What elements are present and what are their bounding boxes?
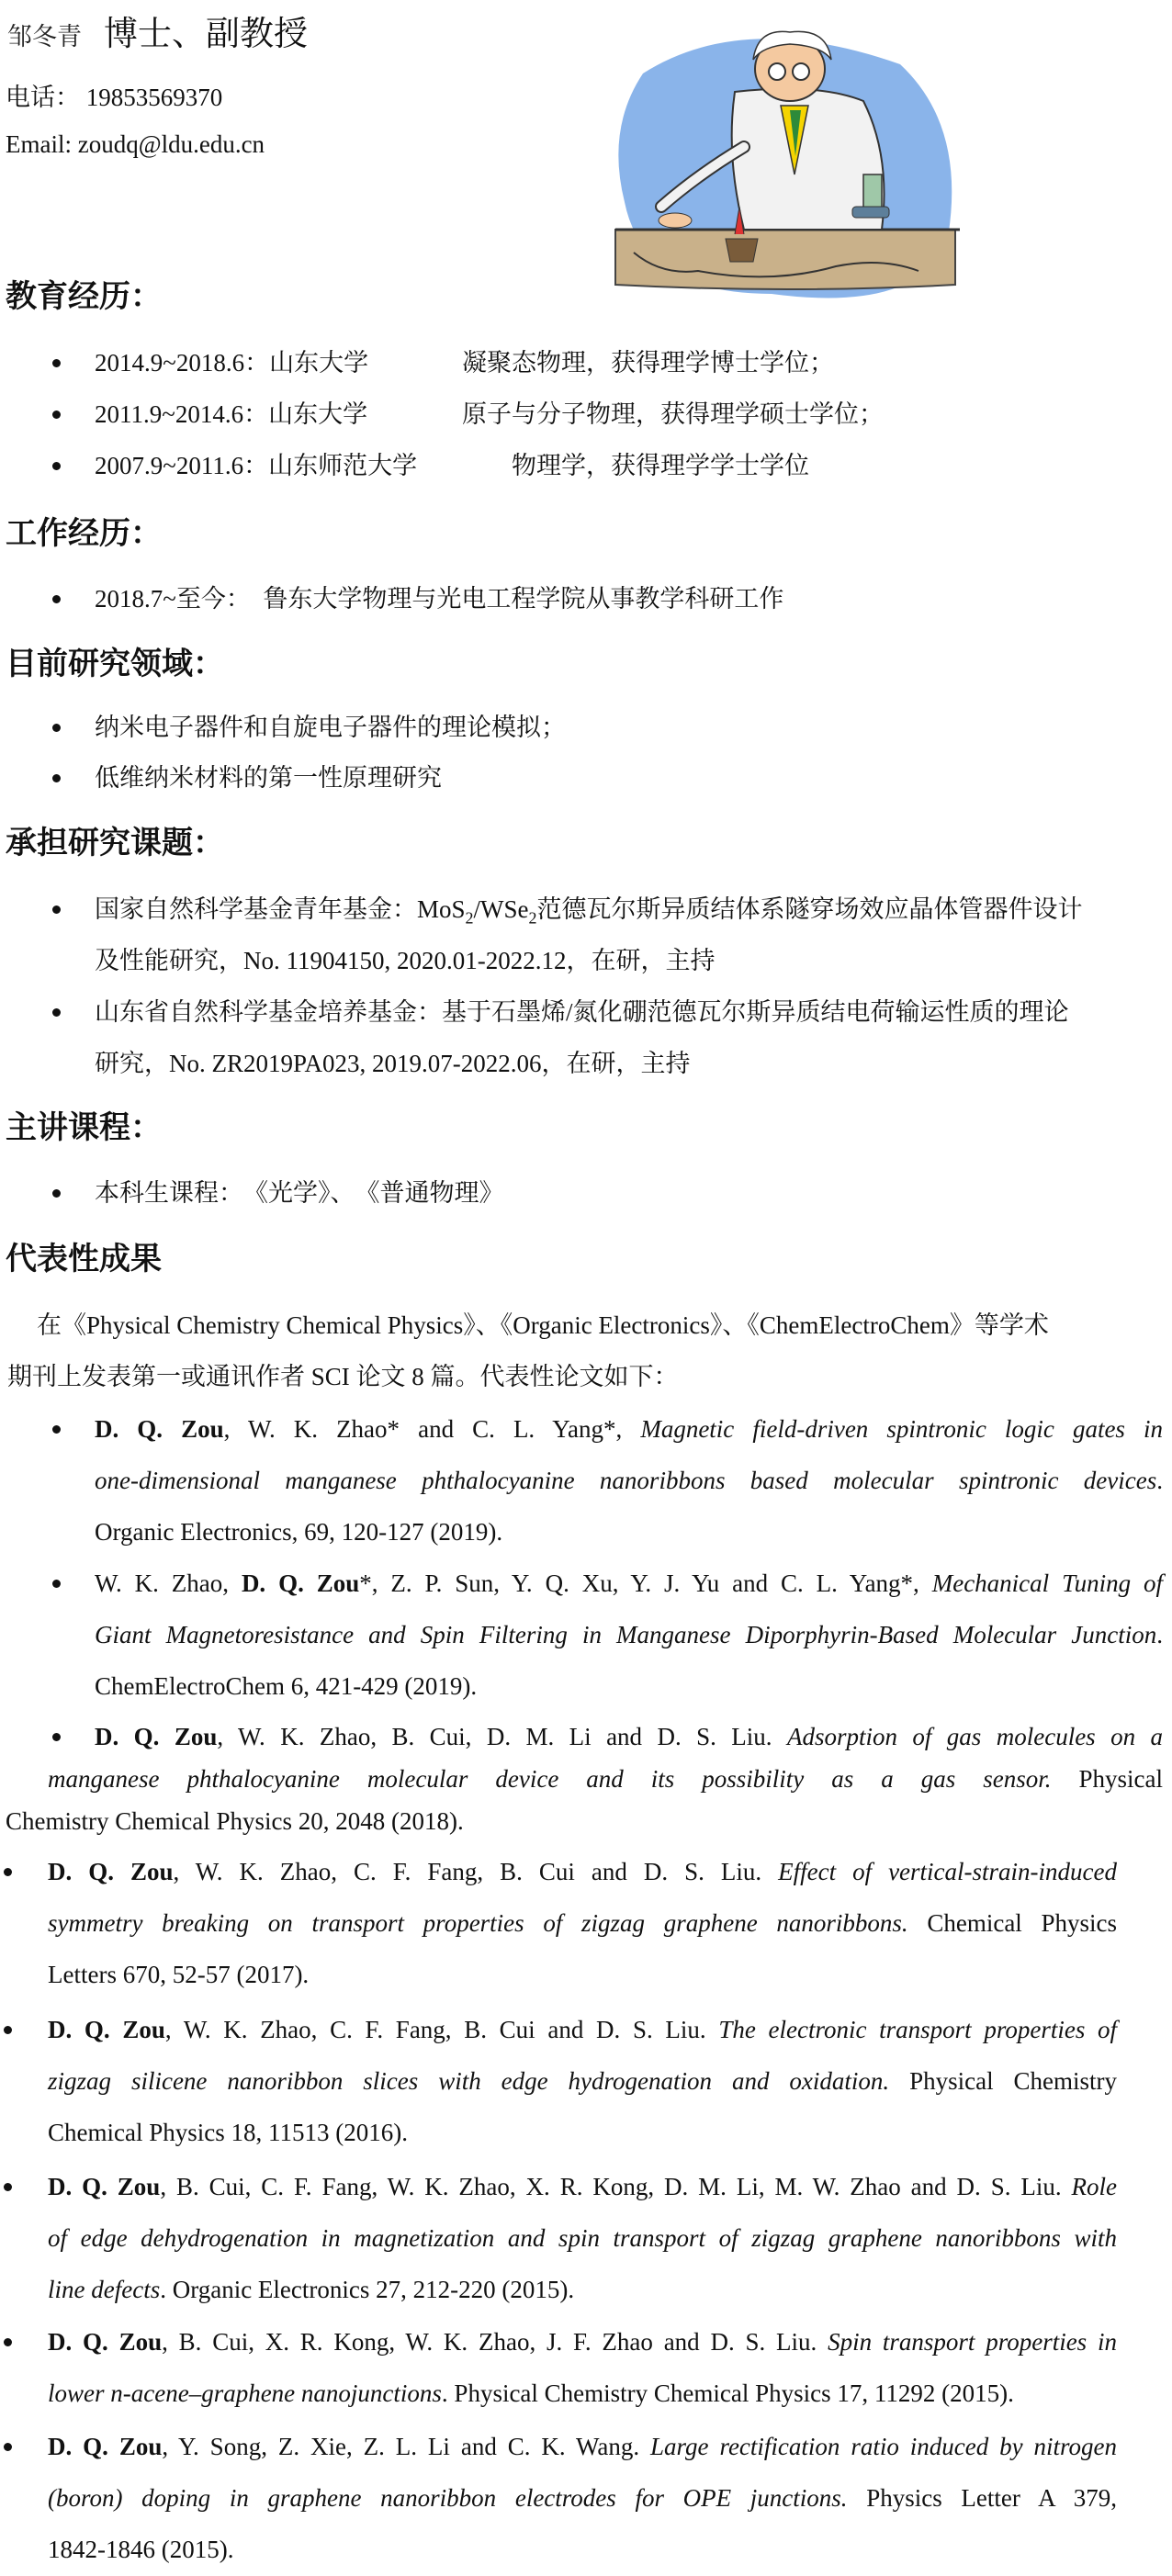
education-item-1-period: 2014.9~2018.6：山东大学: [95, 349, 369, 377]
bullet-dot: [52, 1189, 61, 1198]
phone: 电话： 19853569370: [6, 84, 223, 111]
achievements-intro-2: 期刊上发表第一或通讯作者 SCI 论文 8 篇。代表性论文如下：: [7, 1363, 679, 1390]
project-1-line-1: 国家自然科学基金青年基金：MoS$_2$/WSe$_2$范德瓦尔斯异质结体系隧穿场效应晶体管器件设计: [95, 895, 1083, 928]
paper-3: D. Q. Zou, W. K. Zhao, B. Cui, D. M. Li and D. S. Liu. Adsorption of gas molecules on a manganese phthalocyanine molecular device and its possibility as a gas sensor. Physical Chemistry Chemical Physics 20, 2048 (2018).: [6, 1723, 1164, 1835]
courses-heading: 主讲课程：: [6, 1109, 162, 1146]
paper-2: W. K. Zhao, D. Q. Zou*, Z. P. Sun, Y. Q. Xu, Y. J. Yu and C. L. Yang*, Mechanical Tuning of Giant Magnetoresistance and Spin Filtering in Manganese Diporphyrin-Based Molecular Junction. ChemElectroChem 6, 421-429 (2019).: [95, 1569, 1163, 1700]
research-item-2: 低维纳米材料的第一性原理研究: [95, 764, 442, 792]
paper-8: D. Q. Zou, Y. Song, Z. Xie, Z. L. Li and C. K. Wang. Large rectification ratio induced by nitrogen (boron) doping in graphene nanoribbon electrodes for OPE junctions. Physics Letter A 379, 1842-1846 (2015).: [48, 2433, 1117, 2563]
bullet-dot: [52, 724, 61, 732]
bullet-dot: [52, 1425, 61, 1434]
bullet-dot: [4, 2443, 12, 2451]
education-item-2-period: 2011.9~2014.6：山东大学: [95, 400, 368, 428]
bullet-dot: [52, 595, 61, 603]
project-2-line-2: 研究，No. ZR2019PA023, 2019.07-2022.06，在研，主持: [95, 1050, 691, 1077]
name-line: [7, 6, 308, 61]
paper-7: D. Q. Zou, B. Cui, X. R. Kong, W. K. Zhao, J. F. Zhao and D. S. Liu. Spin transport properties in lower n-acene–graphene nanojunctions. Physical Chemistry Chemical Physics 17, 11292 (2015).: [48, 2328, 1117, 2407]
research-heading: 目前研究领域：: [6, 646, 224, 682]
bullet-dot: [52, 774, 61, 782]
paper-4: D. Q. Zou, W. K. Zhao, C. F. Fang, B. Cui and D. S. Liu. Effect of vertical-strain-induced symmetry breaking on transport properties of zigzag graphene nanoribbons. Chemical Physics Letters 670, 52-57 (2017).: [48, 1858, 1118, 1988]
person-title: 博士、副教授: [104, 16, 308, 53]
achievements-heading: 代表性成果: [6, 1241, 162, 1277]
bullet-dot: [52, 462, 61, 470]
paper-1: D. Q. Zou, W. K. Zhao* and C. L. Yang*, Magnetic field-driven spintronic logic gates in one-dimensional manganese phthalocyanine nanoribbons based molecular spintronic devices. Organic Electronics, 69, 120-127 (2019).: [95, 1415, 1163, 1546]
bullet-dot: [52, 1580, 61, 1588]
person-name: 邹冬青: [7, 23, 82, 51]
course-item: 本科生课程： 《光学》、 《普通物理》: [95, 1179, 504, 1207]
education-heading: 教育经历：: [6, 278, 162, 315]
education-item-1-detail: 凝聚态物理，获得理学博士学位；: [462, 349, 834, 377]
education-item-3-detail: 物理学，获得理学学士学位: [512, 452, 809, 479]
bullet-dot: [52, 1008, 61, 1017]
education-item-3-period: 2007.9~2011.6：山东师范大学: [95, 452, 418, 479]
project-2-line-1: 山东省自然科学基金培养基金：基于石墨烯/氮化硼范德瓦尔斯异质结电荷输运性质的理论: [95, 998, 1069, 1026]
paper-6: D. Q. Zou, B. Cui, C. F. Fang, W. K. Zhao, X. R. Kong, D. M. Li, M. W. Zhao and D. S. Liu. Role of edge dehydrogenation in magnetization and spin transport of zigzag graphene nanoribbons with line defects. Organic Electronics 27, 212-220 (2015).: [48, 2173, 1117, 2303]
paper-5: D. Q. Zou, W. K. Zhao, C. F. Fang, B. Cui and D. S. Liu. The electronic transport properties of zigzag silicene nanoribbon slices with edge hydrogenation and oxidation. Physical Chemistry Chemical Physics 18, 11513 (2016).: [48, 2016, 1118, 2146]
work-item: 2018.7~至今： 鲁东大学物理与光电工程学院从事教学科研工作: [95, 585, 784, 613]
project-1-line-2: 及性能研究，No. 11904150, 2020.01-2022.12，在研，主持: [95, 947, 716, 974]
bullet-dot: [4, 2026, 12, 2034]
achievements-intro-1: 在《Physical Chemistry Chemical Physics》、《Organic Electronics》、《ChemElectroChem》等学术: [37, 1311, 1049, 1339]
bullet-dot: [52, 906, 61, 914]
scientist-illustration: [606, 18, 969, 312]
research-item-1: 纳米电子器件和自旋电子器件的理论模拟；: [95, 714, 566, 741]
bullet-dot: [4, 1868, 12, 1876]
bullet-dot: [4, 2183, 12, 2191]
bullet-dot: [52, 359, 61, 367]
education-item-2-detail: 原子与分子物理，获得理学硕士学位；: [462, 400, 884, 428]
bullet-dot: [52, 411, 61, 419]
work-heading: 工作经历：: [6, 515, 162, 552]
projects-heading: 承担研究课题：: [6, 825, 224, 861]
email: Email: zoudq@ldu.edu.cn: [6, 130, 265, 158]
bullet-dot: [4, 2338, 12, 2346]
